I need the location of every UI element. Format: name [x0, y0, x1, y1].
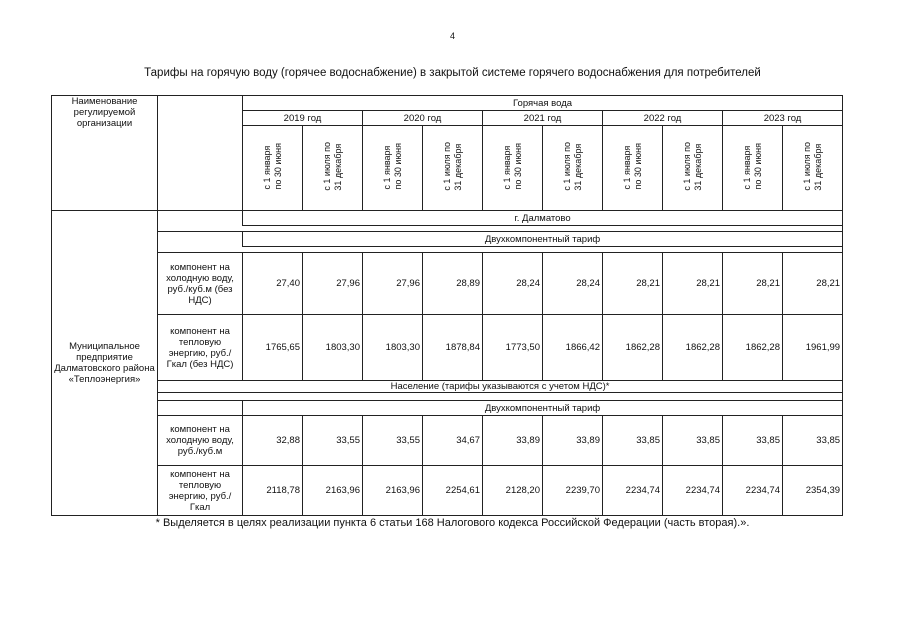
org-header-cell: Наименование регулируемой организации — [52, 96, 158, 211]
period-label: с 1 января по 30 июня — [501, 143, 523, 190]
tariff-value: 1862,28 — [723, 315, 783, 381]
period-header — [363, 126, 423, 211]
tariff-value: 1866,42 — [543, 315, 603, 381]
tariff-value: 33,85 — [603, 416, 663, 466]
year-header: 2020 год — [363, 111, 483, 126]
tariff-value: 34,67 — [423, 416, 483, 466]
population-row — [52, 381, 843, 393]
component-label: компонент на холодную воду, руб./куб.м (без НДС) — [158, 253, 243, 315]
tariff-value: 2234,74 — [723, 466, 783, 516]
tariff-value: 2239,70 — [543, 466, 603, 516]
tariff-value: 1862,28 — [663, 315, 723, 381]
section-row — [52, 232, 843, 247]
tariff-table — [51, 95, 843, 516]
document-title: Тарифы на горячую воду (горячее водоснабжение) в закрытой системе горячего водоснабжения для потребителей — [144, 67, 761, 79]
city-row — [52, 211, 843, 226]
component-label: компонент на тепловую энергию, руб./Гкал — [158, 466, 243, 516]
period-header — [543, 126, 603, 211]
year-header: 2022 год — [603, 111, 723, 126]
header-row-main — [52, 96, 843, 111]
period-label: с 1 июля по 31 декабря — [801, 142, 823, 191]
period-label: с 1 июля по 31 декабря — [561, 142, 583, 191]
tariff-value: 2128,20 — [483, 466, 543, 516]
tariff-value: 2234,74 — [603, 466, 663, 516]
period-header — [603, 126, 663, 211]
table-row — [52, 416, 843, 466]
period-header — [663, 126, 723, 211]
spacer-row — [52, 393, 843, 401]
period-label: с 1 января по 30 июня — [261, 143, 283, 190]
tariff-value: 28,21 — [783, 253, 843, 315]
tariff-value: 32,88 — [243, 416, 303, 466]
spacer-cell — [158, 393, 843, 401]
tariff-value: 1773,50 — [483, 315, 543, 381]
period-label: с 1 июля по 31 декабря — [321, 142, 343, 191]
tariff-value: 28,24 — [543, 253, 603, 315]
period-label: с 1 июля по 31 декабря — [681, 142, 703, 191]
period-label: с 1 июля по 31 декабря — [441, 142, 463, 191]
period-label: с 1 января по 30 июня — [381, 143, 403, 190]
period-header — [303, 126, 363, 211]
tariff-value: 27,96 — [303, 253, 363, 315]
page-number: 4 — [449, 31, 455, 41]
tariff-value: 33,85 — [723, 416, 783, 466]
tariff-value: 2163,96 — [303, 466, 363, 516]
section-two-component-population: Двухкомпонентный тариф — [243, 401, 843, 416]
tariff-value: 2234,74 — [663, 466, 723, 516]
tariff-value: 28,21 — [723, 253, 783, 315]
organization-name: Муниципальное предприятие Далматовского района «Теплоэнергия» — [52, 211, 158, 516]
tariff-value: 2254,61 — [423, 466, 483, 516]
component-label: компонент на тепловую энергию, руб./Гкал (без НДС) — [158, 315, 243, 381]
period-label: с 1 января по 30 июня — [741, 143, 763, 190]
tariff-value: 2354,39 — [783, 466, 843, 516]
tariff-value: 33,89 — [543, 416, 603, 466]
table-row — [52, 315, 843, 381]
tariff-value: 1878,84 — [423, 315, 483, 381]
component-label: компонент на холодную воду, руб./куб.м — [158, 416, 243, 466]
spacer-cell — [158, 401, 243, 416]
table-row — [52, 466, 843, 516]
tariff-value: 1803,30 — [303, 315, 363, 381]
period-header — [423, 126, 483, 211]
tariff-value: 33,55 — [363, 416, 423, 466]
spacer-cell — [158, 211, 243, 226]
tariff-value: 27,40 — [243, 253, 303, 315]
section-two-component: Двухкомпонентный тариф — [243, 232, 843, 247]
tariff-value: 1961,99 — [783, 315, 843, 381]
footnote: * Выделяется в целях реализации пункта 6 статьи 168 Налогового кодекса Российской Федерации (часть вторая).». — [155, 517, 750, 529]
tariff-value: 33,55 — [303, 416, 363, 466]
tariff-value: 33,85 — [663, 416, 723, 466]
section-row — [52, 401, 843, 416]
period-header — [783, 126, 843, 211]
tariff-value: 1765,65 — [243, 315, 303, 381]
tariff-value: 1803,30 — [363, 315, 423, 381]
year-header: 2023 год — [723, 111, 843, 126]
period-header — [243, 126, 303, 211]
tariff-value: 28,21 — [603, 253, 663, 315]
table-row — [52, 253, 843, 315]
tariff-value: 33,89 — [483, 416, 543, 466]
year-header: 2019 год — [243, 111, 363, 126]
tariff-value: 33,85 — [783, 416, 843, 466]
tariff-value: 2118,78 — [243, 466, 303, 516]
population-header: Население (тарифы указываются с учетом НДС)* — [158, 381, 843, 393]
period-header — [483, 126, 543, 211]
city-name: г. Далматово — [243, 211, 843, 226]
spacer-cell — [158, 232, 243, 247]
period-header — [723, 126, 783, 211]
empty-header-cell — [158, 96, 243, 211]
tariff-value: 2163,96 — [363, 466, 423, 516]
tariff-value: 28,24 — [483, 253, 543, 315]
year-header: 2021 год — [483, 111, 603, 126]
tariff-value: 28,21 — [663, 253, 723, 315]
tariff-value: 1862,28 — [603, 315, 663, 381]
tariff-value: 27,96 — [363, 253, 423, 315]
tariff-value: 28,89 — [423, 253, 483, 315]
period-label: с 1 января по 30 июня — [621, 143, 643, 190]
hot-water-header: Горячая вода — [243, 96, 843, 111]
